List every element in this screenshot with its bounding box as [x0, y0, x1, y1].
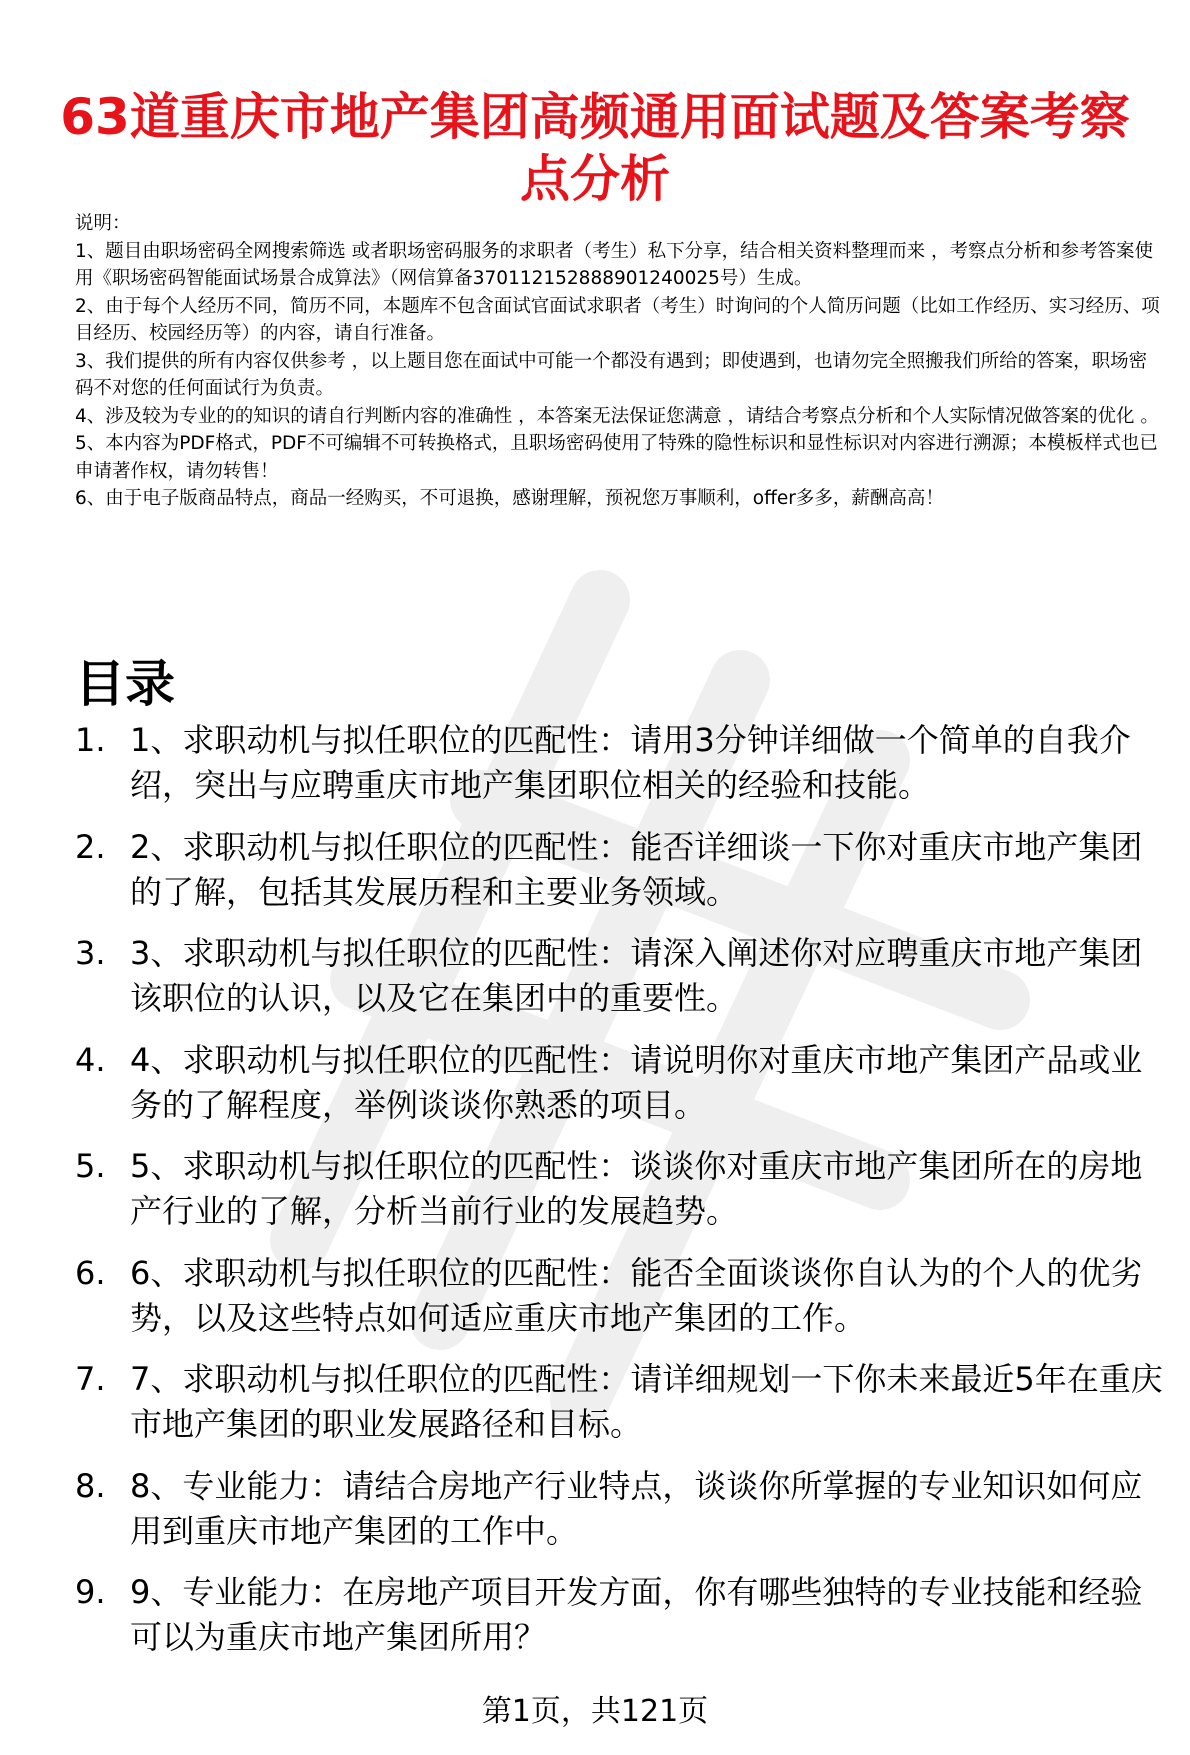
note-item: 3、我们提供的所有内容仅供参考 ，以上题目您在面试中可能一个都没有遇到；即使遇到，也请勿完全照搬我们所给的答案，职场密码不对您的任何面试行为负责。 [75, 350, 1148, 399]
note-item: 2、由于每个人经历不同，简历不同，本题库不包含面试官面试求职者（考生）时询问的个人简历问题（比如工作经历、实习经历、项目经历、校园经历等）的内容，请自行准备。 [75, 295, 1160, 344]
toc-item-number: 5. [75, 1147, 106, 1185]
toc-item-text[interactable]: 3、求职动机与拟任职位的匹配性：请深入阐述你对应聘重庆市地产集团该职位的认识，以及它在集团中的重要性。 [130, 934, 1143, 1017]
toc-item-text[interactable]: 4、求职动机与拟任职位的匹配性：请说明你对重庆市地产集团产品或业务的了解程度，举例谈谈你熟悉的项目。 [130, 1040, 1143, 1124]
toc-item-text[interactable]: 9、专业能力：在房地产项目开发方面，你有哪些独特的专业技能和经验可以为重庆市地产集团所用？ [130, 1573, 1143, 1656]
toc-item-number: 7. [75, 1360, 106, 1398]
note-item: 6、由于电子版商品特点，商品一经购买，不可退换，感谢理解，预祝您万事顺利，offer多多，薪酬高高！ [75, 488, 944, 509]
toc-item-number: 9. [75, 1573, 106, 1611]
toc-item[interactable] [75, 1251, 1165, 1341]
document-title: 63道重庆市地产集团高频通用面试题及答案考察点分析 [60, 87, 1130, 208]
toc-item-text[interactable]: 5、求职动机与拟任职位的匹配性：谈谈你对重庆市地产集团所在的房地产行业的了解，分析当前行业的发展趋势。 [130, 1147, 1143, 1230]
toc-item[interactable] [75, 1144, 1165, 1234]
notes-heading: 说明： [75, 213, 131, 234]
toc-item-number: 1. [75, 721, 106, 759]
toc-item-number: 4. [75, 1040, 106, 1079]
toc-item[interactable] [75, 931, 1165, 1021]
toc-item[interactable] [75, 1570, 1165, 1660]
toc-item-text[interactable]: 1、求职动机与拟任职位的匹配性：请用3分钟详细做一个简单的自我介绍，突出与应聘重庆市地产集团职位相关的经验和技能。 [130, 721, 1131, 804]
toc-item[interactable] [75, 825, 1165, 915]
note-item: 4、涉及较为专业的的知识的请自行判断内容的准确性 ，本答案无法保证您满意 ，请结合考察点分析和个人实际情况做答案的优化 。 [75, 405, 1159, 427]
toc-item[interactable] [75, 1038, 1165, 1128]
toc-item-number: 3. [75, 934, 106, 972]
toc-item-text[interactable]: 2、求职动机与拟任职位的匹配性：能否详细谈一下你对重庆市地产集团的了解，包括其发展历程和主要业务领域。 [130, 827, 1143, 911]
toc-item-number: 2. [75, 827, 106, 866]
toc-item-text[interactable]: 7、求职动机与拟任职位的匹配性：请详细规划一下你未来最近5年在重庆市地产集团的职业发展路径和目标。 [130, 1360, 1163, 1443]
toc-item-number: 8. [75, 1466, 106, 1505]
toc-item[interactable] [75, 1464, 1165, 1554]
notes-section [75, 210, 1165, 513]
note-item: 5、本内容为PDF格式，PDF不可编辑不可转换格式，且职场密码使用了特殊的隐性标识和显性标识对内容进行溯源；本模板样式也已申请著作权，请勿转售！ [75, 433, 1158, 482]
note-item: 1、题目由职场密码全网搜索筛选 或者职场密码服务的求职者（考生）私下分享，结合相关资料整理而来 ，考察点分析和参考答案使用《职场密码智能面试场景合成算法》（网信算备370112152888901240025号）生成。 [75, 240, 1154, 289]
toc-item-number: 6. [75, 1253, 106, 1292]
toc-item[interactable] [75, 718, 1165, 808]
toc-item[interactable] [75, 1357, 1165, 1447]
toc-item-text[interactable]: 8、专业能力：请结合房地产行业特点，谈谈你所掌握的专业知识如何应用到重庆市地产集团的工作中。 [130, 1466, 1143, 1550]
toc-heading: 目录 [75, 654, 175, 713]
toc-list [75, 718, 1165, 1677]
page-footer: 第1页，共121页 [481, 1694, 709, 1729]
toc-item-text[interactable]: 6、求职动机与拟任职位的匹配性：能否全面谈谈你自认为的个人的优劣势，以及这些特点如何适应重庆市地产集团的工作。 [130, 1253, 1143, 1337]
